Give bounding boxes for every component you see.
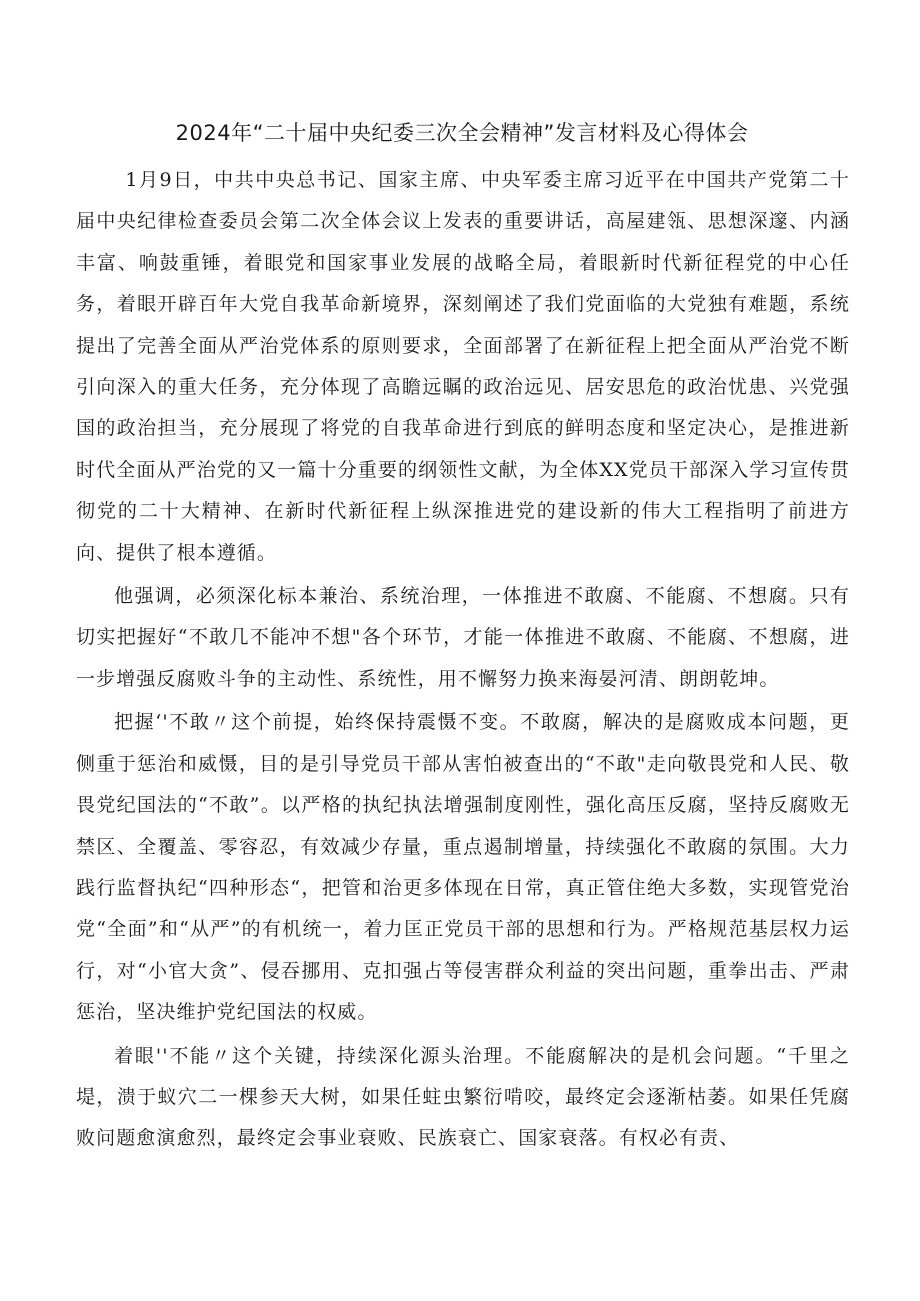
paragraph-1: 1月9日，中共中央总书记、国家主席、中央军委主席习近平在中国共产党第二十届中央纪律检查委员会第二次全体会议上发表的重要讲话，高屋建瓴、思想深邃、内涵丰富、响鼓重锤，着眼党和国家事业发展的战略全局，着眼新时代新征程党的中心任务，着眼开辟百年大党自我革命新境界，深刻阐述了我们党面临的大党独有难题，系统提出了完善全面从严治党体系的原则要求，全面部署了在新征程上把全面从严治党不断引向深入的重大任务，充分体现了高瞻远瞩的政治远见、居安思危的政治忧患、兴党强国的政治担当，充分展现了将党的自我革命进行到底的鲜明态度和坚定决心，是推进新时代全面从严治党的又一篇十分重要的纲领性文献，为全体XX党员干部深入学习宣传贯彻党的二十大精神、在新时代新征程上纵深推进党的建设新的伟大工程指明了前进方向、提供了根本遵循。 (76, 169, 850, 564)
document-body (76, 160, 850, 1162)
paragraph-4: 着眼''不能〃这个关键，持续深化源头治理。不能腐解决的是机会问题。“千里之堤，溃于蚁穴二一棵参天大树，如果任蛀虫繁衍啃咬，最终定会逐渐枯萎。如果任凭腐败问题愈演愈烈，最终定会事业衰败、民族衰亡、国家衰落。有权必有责、 (76, 1044, 850, 1150)
paragraph-2: 他强调，必须深化标本兼治、系统治理，一体推进不敢腐、不能腐、不想腐。只有切实把握好“不敢几不能冲不想"各个环节，才能一体推进不敢腐、不能腐、不想腐，进一步增强反腐败斗争的主动性、系统性，用不懈努力换来海晏河清、朗朗乾坤。 (76, 585, 850, 690)
document-title: 2024年“二十届中央纪委三次全会精神”发言材料及心得体会 (175, 121, 749, 145)
paragraph-3: 把握‘'不敢〃这个前提，始终保持震慑不变。不敢腐，解决的是腐败成本问题，更侧重于惩治和威慑，目的是引导党员干部从害怕被查出的“不敢"走向敬畏党和人民、敬畏党纪国法的“不敢”。以严格的执纪执法增强制度刚性，强化高压反腐，坚持反腐败无禁区、全覆盖、零容忍，有效减少存量，重点遏制增量，持续强化不敢腐的氛围。大力践行监督执纪“四种形态“，把管和治更多体现在日常，真正管住绝大多数，实现管党治党“全面”和“从严”的有机统一，着力匡正党员干部的思想和行为。严格规范基层权力运行，对“小官大贪”、侵吞挪用、克扣强占等侵害群众利益的突出问题，重拳出击、严肃惩治，坚决维护党纪国法的权威。 (76, 711, 850, 1024)
